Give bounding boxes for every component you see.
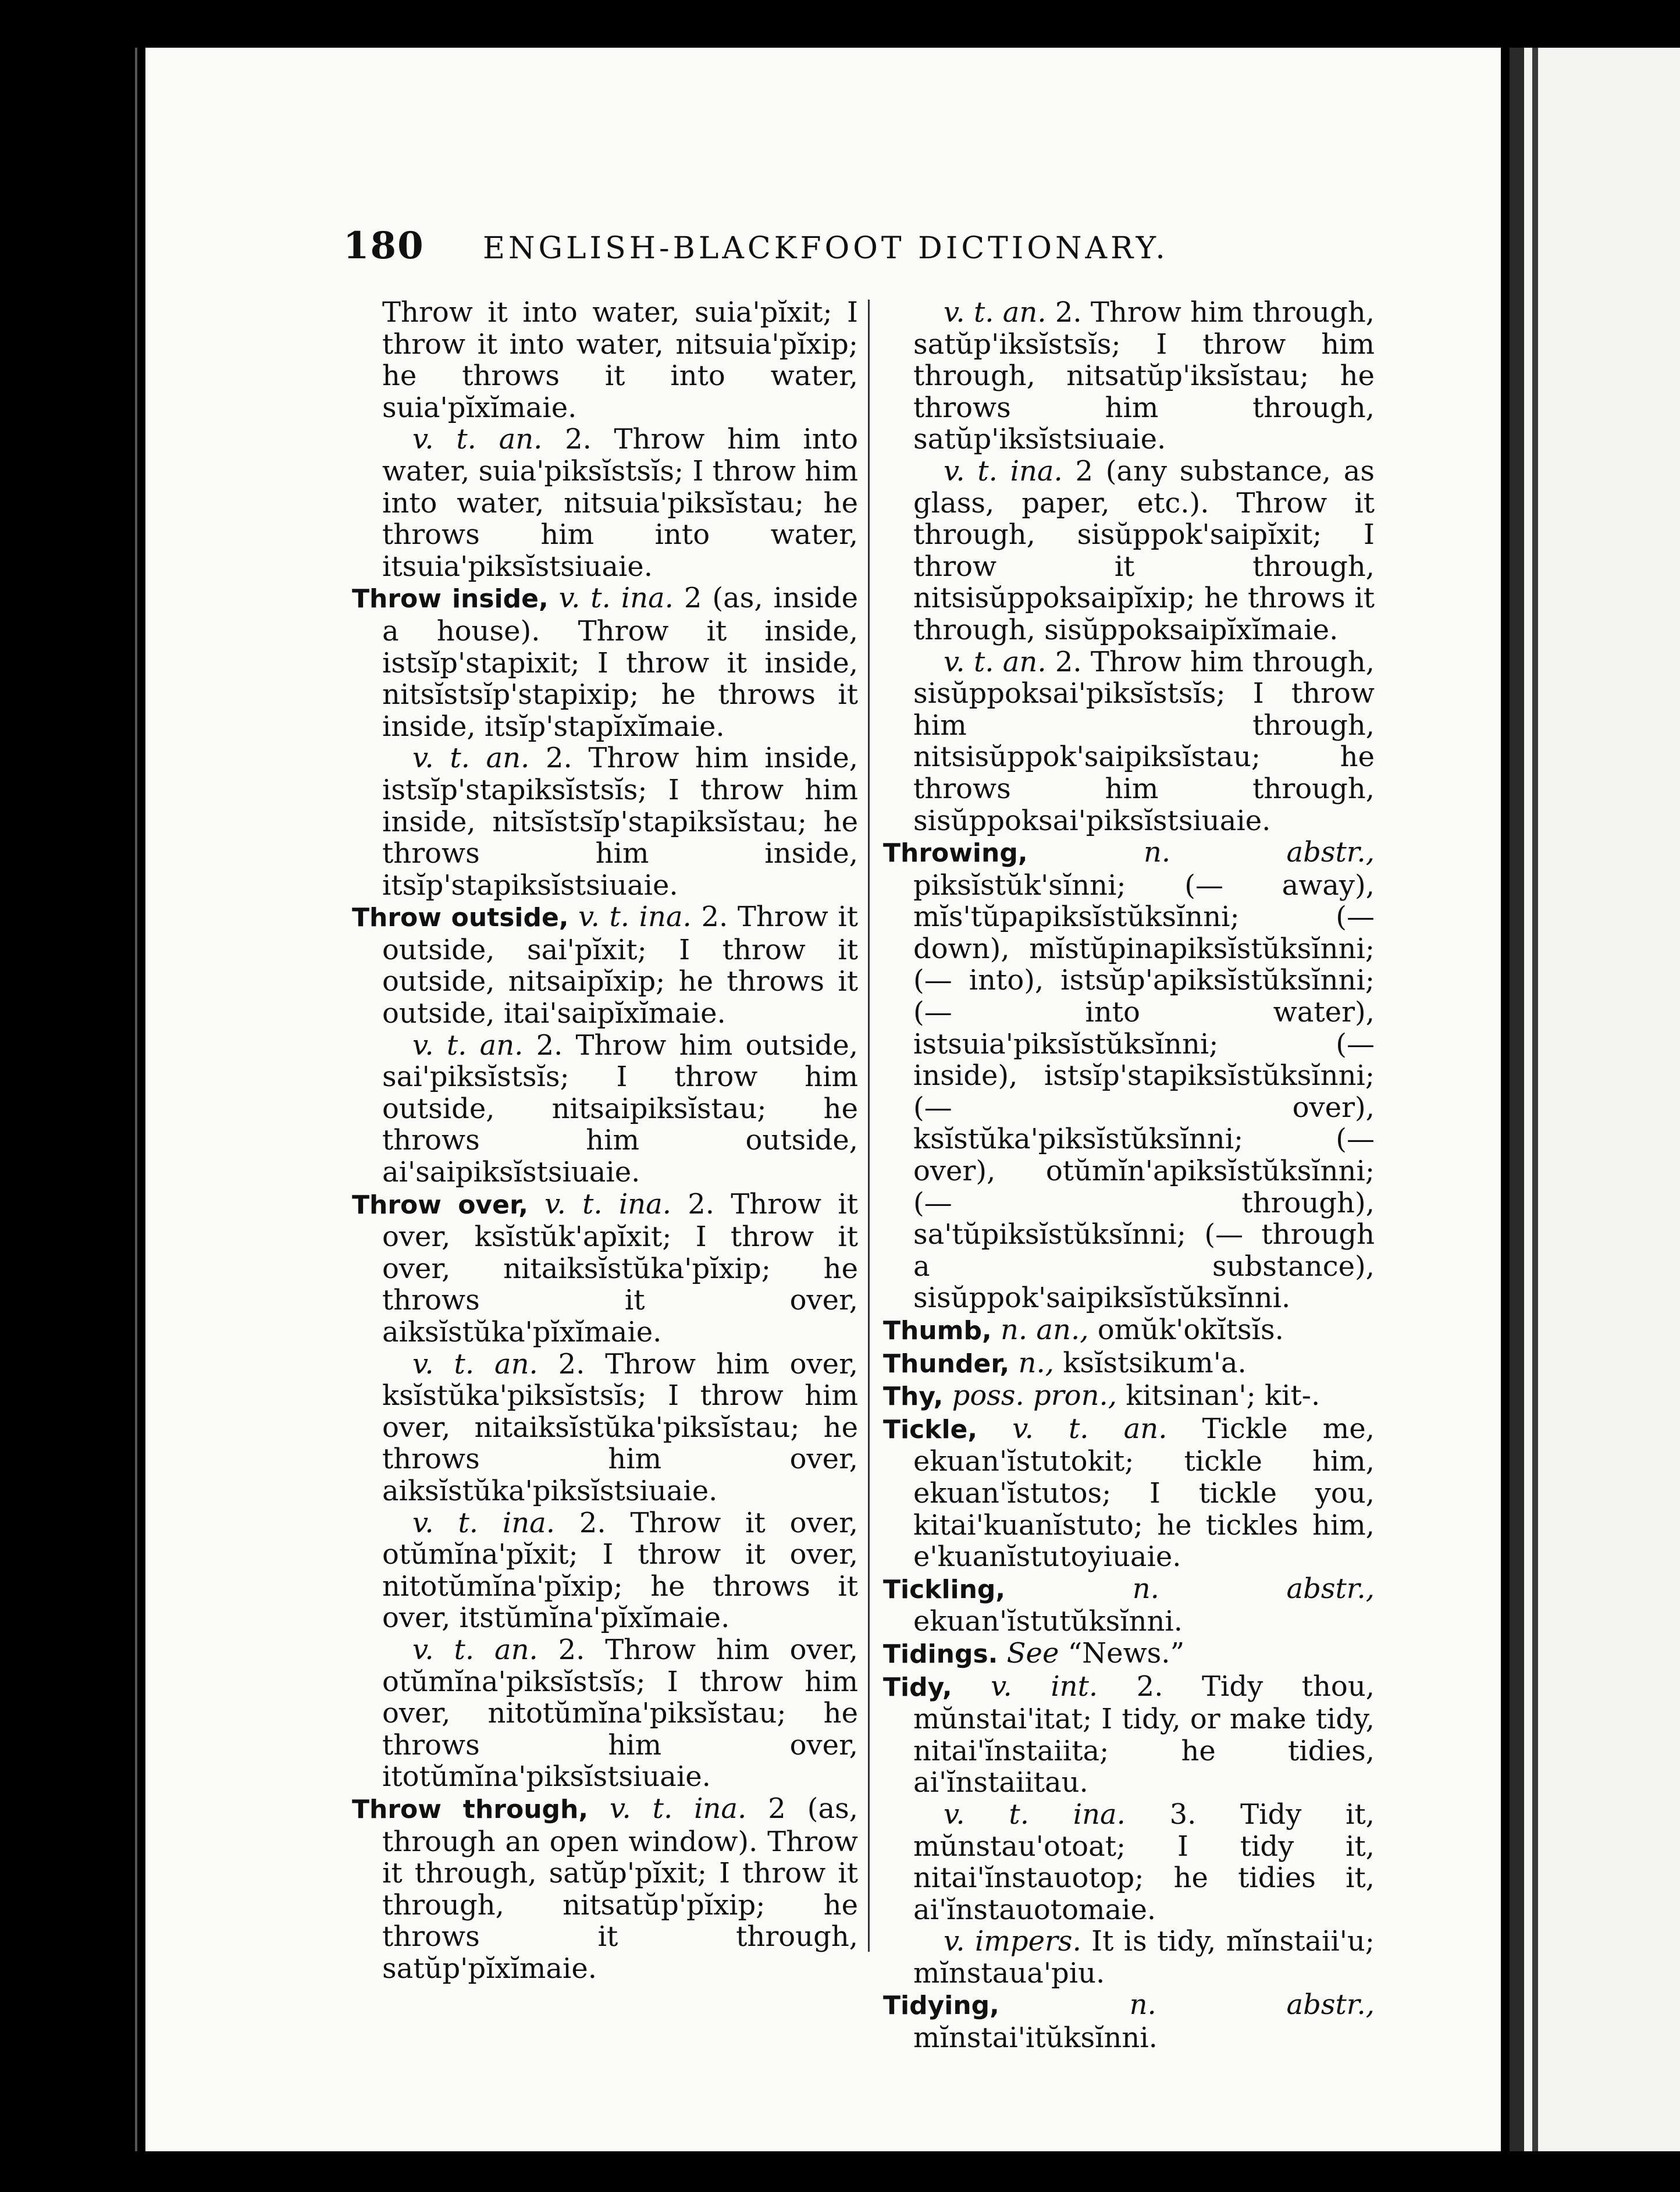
definition-text: 2 (as, through an open window). Throw it through, satŭp'pĭxit; I throw it through, nitsatŭp'pĭxip; he throws it through, satŭp'pĭxĭmaie. (382, 1792, 858, 1985)
grammar-label: v. t. ina. (412, 1506, 556, 1539)
right-column (883, 297, 1375, 2054)
grammar-label: v. t. an. (944, 645, 1047, 678)
grammar-label: v. t. an. (944, 296, 1047, 329)
grammar-label: n. an., (1001, 1314, 1089, 1346)
grammar-label: n. abstr., (1143, 836, 1375, 869)
dictionary-subentry (883, 1799, 1375, 1926)
page-title: ENGLISH-BLACKFOOT DICTIONARY. (483, 231, 1169, 266)
definition-text: 2. Throw him over, ksĭstŭka'piksĭstsĭs; I throw him over, nitaiksĭstŭka'piksĭstau; he throws him over, aiksĭstŭka'piksĭstsiuaie. (382, 1347, 859, 1507)
headword: Throw inside, (352, 584, 549, 614)
running-head (343, 224, 1193, 271)
dictionary-subentry (352, 1634, 858, 1793)
definition-text: 2. Throw it outside, sai'pĭxit; I throw it outside, nitsaipĭxip; he throws it outside, itai'saipĭxĭmaie. (382, 901, 858, 1030)
definition-text: kitsinan'; kit-. (1126, 1379, 1320, 1412)
next-page-edge (1524, 48, 1680, 2151)
grammar-label: poss. pron., (952, 1379, 1117, 1412)
grammar-label: v. t. an. (1012, 1412, 1168, 1445)
grammar-label: n. abstr., (1129, 1988, 1375, 2022)
headword: Thunder, (883, 1348, 1010, 1379)
dictionary-entry (883, 1380, 1375, 1413)
definition-text: “News.” (1067, 1636, 1185, 1670)
edge-rule (1532, 48, 1538, 2151)
grammar-label: v. t. an. (412, 742, 530, 775)
dictionary-entry (352, 582, 858, 742)
headword: Tickling, (883, 1574, 1006, 1604)
definition-text: 2. Tidy thou, mŭnstai'itat; I tidy, or make tidy, nitai'ĭnstaiita; he tidies, ai'ĭnstaiitau. (913, 1670, 1375, 1799)
definition-text: 2. Throw him through, sisŭppoksai'piksĭstsĭs; I throw him through, nitsisŭppok'saipiksĭstau; he throws him through, sisŭppoksai'piksĭstsiuaie. (913, 645, 1375, 837)
dictionary-subentry (883, 1926, 1375, 1989)
definition-text: 2. Throw him through, satŭp'iksĭstsĭs; I throw him through, nitsatŭp'iksĭstau; he throws him through, satŭp'iksĭstsiuaie. (913, 296, 1375, 456)
grammar-label: v. t. an. (412, 1029, 524, 1062)
dictionary-subentry (352, 1507, 858, 1634)
grammar-label: v. t. ina. (944, 454, 1063, 487)
dictionary-subentry (883, 297, 1375, 456)
grammar-label: See (1006, 1636, 1059, 1670)
dictionary-entry (883, 1671, 1375, 1799)
column-divider (868, 300, 870, 1952)
dictionary-entry (883, 1314, 1375, 1347)
grammar-label: v. t. an. (412, 1347, 538, 1380)
headword: Tidy, (883, 1672, 952, 1702)
dictionary-entry (352, 901, 858, 1029)
definition-text: 2. Throw him over, otŭmĭna'piksĭstsĭs; I throw him over, nitotŭmĭna'piksĭstau; he throws him over, itotŭmĭna'piksĭstsiuaie. (382, 1633, 859, 1794)
definition-text: Throw it into water, suia'pĭxit; I throw it into water, nitsuia'pĭxip; he throws it into water, suia'pĭxĭmaie. (382, 296, 858, 424)
dictionary-entry (883, 837, 1375, 1314)
definition-text: Tickle me, ekuan'ĭstutokit; tickle him, ekuan'ĭstutos; I tickle you, kitai'kuanĭstuto; he tickles him, e'kuanĭstutoyiuaie. (913, 1412, 1375, 1574)
headword: Throw outside, (352, 903, 569, 933)
definition-text: 3. Tidy it, mŭnstau'otoat; I tidy it, nitai'ĭnstauotop; he tidies it, ai'ĭnstauotomaie. (913, 1798, 1375, 1926)
left-gutter-line (135, 48, 137, 2151)
definition-text: 2. Throw him inside, istsĭp'stapiksĭstsĭs; I throw him inside, nitsĭstsĭp'stapiksĭstau; he throws him inside, itsĭp'stapiksĭstsiuaie. (382, 742, 858, 902)
headword: Throw over, (352, 1190, 528, 1220)
dictionary-subentry (352, 742, 858, 901)
dictionary-subentry (352, 1030, 858, 1188)
headword: Tidings. (883, 1639, 998, 1669)
definition-text: It is tidy, mĭnstaii'u; mĭnstaua'piu. (913, 1925, 1375, 1990)
dictionary-subentry (352, 424, 858, 582)
definition-text: ekuan'ĭstutŭksĭnni. (913, 1605, 1183, 1638)
dictionary-subentry (883, 456, 1375, 646)
grammar-label: n., (1018, 1346, 1054, 1379)
page-number: 180 (343, 224, 425, 268)
headword: Thumb, (883, 1316, 992, 1346)
grammar-label: v. t. ina. (944, 1798, 1126, 1831)
dictionary-entry (883, 1573, 1375, 1638)
headword: Throwing, (883, 838, 1028, 869)
grammar-label: v. t. an. (412, 423, 543, 456)
dictionary-entry (352, 1188, 858, 1348)
dictionary-subentry (352, 1348, 858, 1507)
definition-text: 2 (any substance, as glass, paper, etc.). Throw it through, sisŭppok'saipĭxit; I throw it through, nitsisŭppoksaipĭxip; he throws it through, sisŭppoksaipĭxĭmaie. (913, 454, 1375, 646)
dictionary-entry (883, 1989, 1375, 2054)
definition-text: mĭnstai'itŭksĭnni. (913, 2022, 1158, 2055)
dictionary-subentry (352, 297, 858, 424)
headword: Throw through, (352, 1794, 589, 1824)
headword: Thy, (883, 1382, 944, 1412)
dictionary-subentry (883, 646, 1375, 837)
grammar-label: v. t. ina. (544, 1187, 671, 1220)
headword: Tidying, (883, 1991, 999, 2021)
left-column (352, 297, 858, 1984)
dictionary-entry (883, 1347, 1375, 1380)
definition-text: 2. Throw him outside, sai'piksĭstsĭs; I throw him outside, nitsaipiksĭstau; he throws him outside, ai'saipiksĭstsiuaie. (382, 1029, 859, 1189)
definition-text: 2. Throw it over, otŭmĭna'pĭxit; I throw it over, nitotŭmĭna'pĭxip; he throws it over, itstŭmĭna'pĭxĭmaie. (382, 1506, 858, 1635)
grammar-label: v. int. (991, 1670, 1098, 1703)
page-edge-shadow (1510, 48, 1524, 2151)
definition-text: ksĭstsikum'a. (1063, 1346, 1247, 1379)
definition-text: piksĭstŭk'sĭnni; (— away), mĭs'tŭpapiksĭstŭksĭnni; (— down), mĭstŭpinapiksĭstŭksĭnni; (— into), istsŭp'apiksĭstŭksĭnni; (— into water), istsuia'piksĭstŭksĭnni; (— inside), istsĭp'stapiksĭstŭksĭnni; (— over), ksĭstŭka'piksĭstŭksĭnni; (— over), otŭmĭn'apiksĭstŭksĭnni; (— through), sa'tŭpiksĭstŭksĭnni; (— through a substance), sisŭppok'saipiksĭstŭksĭnni. (913, 869, 1375, 1315)
grammar-label: v. t. an. (412, 1633, 538, 1666)
grammar-label: v. t. ina. (578, 901, 692, 934)
definition-text: omŭk'okĭtsĭs. (1097, 1314, 1284, 1346)
grammar-label: n. abstr., (1132, 1572, 1375, 1605)
grammar-label: v. t. ina. (610, 1792, 747, 1825)
headword: Tickle, (883, 1414, 978, 1444)
grammar-label: v. t. ina. (558, 582, 674, 615)
definition-text: 2. Throw him into water, suia'piksĭstsĭs; I throw him into water, nitsuia'piksĭstau; he throws him into water, itsuia'piksĭstsiuaie. (382, 423, 858, 583)
grammar-label: v. impers. (944, 1925, 1081, 1958)
definition-text: 2. Throw it over, ksĭstŭk'apĭxit; I throw it over, nitaiksĭstŭka'pĭxip; he throws it over, aiksĭstŭka'pĭxĭmaie. (382, 1187, 858, 1348)
dictionary-entry (883, 1413, 1375, 1573)
dictionary-entry (352, 1793, 858, 1985)
definition-text: 2 (as, inside a house). Throw it inside, istsĭp'stapixit; I throw it inside, nitsĭstsĭp'stapixip; he throws it inside, itsĭp'stapĭxĭmaie. (382, 582, 858, 743)
dictionary-entry (883, 1638, 1375, 1671)
